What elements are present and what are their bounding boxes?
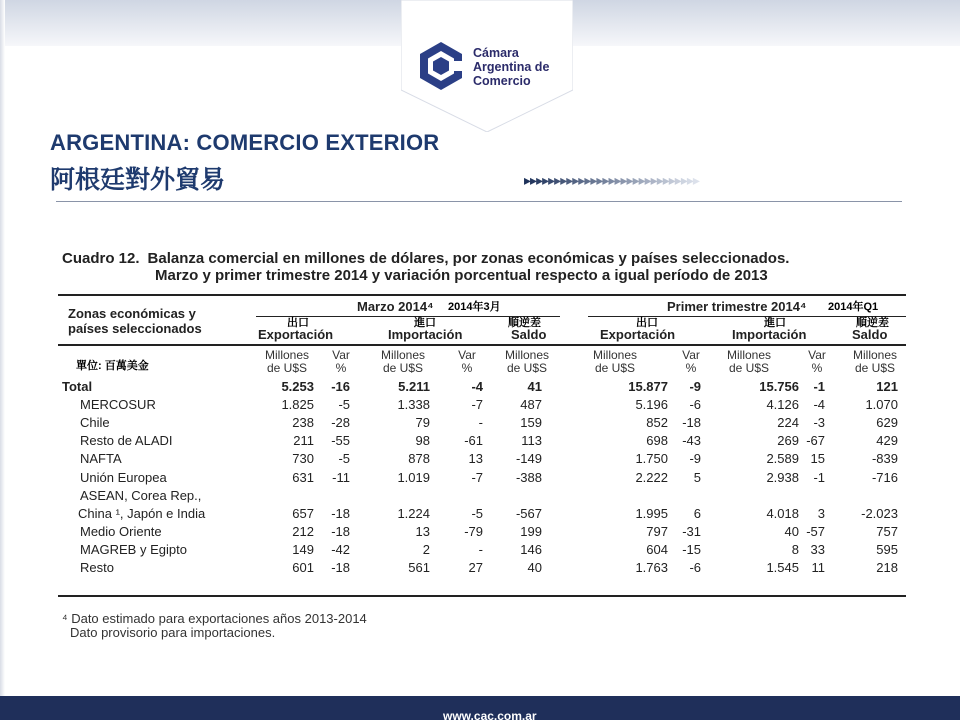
march-saldo-header: Saldo <box>511 327 547 342</box>
arrow-icon: ▸ <box>566 172 573 188</box>
arrow-icon: ▸ <box>650 172 657 188</box>
table-cell: -6 <box>689 560 701 575</box>
table-cell: -18 <box>331 524 350 539</box>
caption-line-2: Marzo y primer trimestre 2014 y variación porcentual respecto a igual período de 2013 <box>155 267 768 284</box>
table-row <box>0 506 960 524</box>
table-cell: -3 <box>813 415 825 430</box>
table-cell: 6 <box>693 506 701 521</box>
arrow-icon: ▸ <box>644 172 651 188</box>
table-cell: 8 <box>791 542 799 557</box>
arrow-icon: ▸ <box>692 172 699 188</box>
table-row <box>0 470 960 488</box>
table-cell: 5 <box>693 470 701 485</box>
march-export-header: Exportación <box>258 327 334 342</box>
table-cell: -31 <box>682 524 701 539</box>
arrow-icon: ▸ <box>662 172 669 188</box>
table-cell: 224 <box>777 415 799 430</box>
arrow-icon: ▸ <box>608 172 615 188</box>
logo <box>401 0 573 132</box>
march-export-zh: 出口 <box>287 317 309 329</box>
table-cell: 5.211 <box>398 379 430 394</box>
sub-var-2-b: % <box>461 361 473 375</box>
march-saldo-zh: 順逆差 <box>508 317 541 329</box>
table-top-rule <box>58 294 906 296</box>
table-cell: -2.023 <box>861 506 898 521</box>
table-cell: 2 <box>422 542 430 557</box>
table-cell: -7 <box>471 470 483 485</box>
arrow-icon: ▸ <box>680 172 687 188</box>
arrow-icon: ▸ <box>686 172 693 188</box>
table-bottom-rule <box>58 595 906 597</box>
sub-mill-6-b: de U$S <box>854 361 896 375</box>
table-cell: -18 <box>682 415 701 430</box>
sub-var-4-b: % <box>811 361 823 375</box>
footnote-1: ⁴ Dato estimado para exportaciones años 2013-2014 <box>62 611 367 626</box>
table-cell: -716 <box>871 470 898 485</box>
table-cell: 159 <box>520 415 542 430</box>
header-bottom-rule <box>58 344 906 346</box>
arrow-icon: ▸ <box>548 172 555 188</box>
arrow-icon: ▸ <box>530 172 537 188</box>
sub-var-4 <box>802 349 832 375</box>
table-cell: -567 <box>515 506 542 521</box>
sub-mill-2-a: Millones <box>380 348 425 362</box>
arrow-icon: ▸ <box>536 172 543 188</box>
sub-mill-5 <box>720 349 778 375</box>
table-cell: 757 <box>876 524 898 539</box>
table-cell: 2.589 <box>766 451 799 466</box>
table-cell: -1 <box>813 470 825 485</box>
table-cell: 13 <box>415 524 430 539</box>
table-cell: 604 <box>646 542 668 557</box>
sub-mill-2 <box>374 349 432 375</box>
row-label: NAFTA <box>80 451 122 466</box>
table-cell: 146 <box>520 542 542 557</box>
table-cell: 2.222 <box>635 470 668 485</box>
table-cell: 218 <box>876 560 898 575</box>
sub-var-1-a: Var <box>332 348 350 362</box>
caption-line-1: Balanza comercial en millones de dólares, por zonas económicas y países seleccionados. <box>147 250 790 267</box>
sub-mill-6-a: Millones <box>852 348 897 362</box>
table-cell: 27 <box>468 560 483 575</box>
table-cell: 5.196 <box>635 397 668 412</box>
table-cell: 4.126 <box>766 397 799 412</box>
table-cell: -5 <box>338 397 350 412</box>
table-cell: -11 <box>332 470 350 485</box>
row-label: Total <box>62 379 93 394</box>
table-cell: 113 <box>521 433 542 448</box>
table-cell: -388 <box>515 470 542 485</box>
table-cell: 631 <box>292 470 314 485</box>
sub-mill-4-a: Millones <box>592 348 637 362</box>
title-divider <box>56 201 902 202</box>
row-label: MAGREB y Egipto <box>80 542 187 557</box>
row-label: MERCOSUR <box>80 397 156 412</box>
table-cell: 33 <box>810 542 825 557</box>
table-cell: 212 <box>292 524 314 539</box>
march-import-header: Importación <box>388 327 463 342</box>
table-cell: -9 <box>689 379 701 394</box>
march-import-zh: 進口 <box>414 317 436 329</box>
sub-var-3-a: Var <box>682 348 700 362</box>
arrow-icon: ▸ <box>524 172 531 188</box>
table-row <box>0 542 960 560</box>
arrow-icon: ▸ <box>632 172 639 188</box>
q1-header: Primer trimestre 2014⁴ <box>667 299 807 314</box>
table-cell: 15 <box>810 451 825 466</box>
table-cell: 429 <box>876 433 898 448</box>
page-title-zh: 阿根廷對外貿易 <box>50 166 226 194</box>
table-cell: 15.877 <box>628 379 668 394</box>
table-cell: -15 <box>682 542 701 557</box>
row-label: Resto de ALADI <box>80 433 173 448</box>
q1-header-zh: 2014年Q1 <box>828 301 879 313</box>
sub-mill-6 <box>846 349 904 375</box>
sub-var-4-a: Var <box>808 348 826 362</box>
table-row <box>0 433 960 451</box>
sub-mill-3 <box>498 349 556 375</box>
q1-import-zh: 進口 <box>764 317 786 329</box>
logo-text <box>473 46 549 88</box>
footnote-2: Dato provisorio para importaciones. <box>70 625 276 640</box>
arrow-icon: ▸ <box>560 172 567 188</box>
sub-mill-3-b: de U$S <box>506 361 548 375</box>
table-row <box>0 524 960 542</box>
sub-var-3-b: % <box>685 361 697 375</box>
sub-var-2 <box>452 349 482 375</box>
q1-export-header: Exportación <box>600 327 676 342</box>
table-cell: 1.750 <box>635 451 668 466</box>
table-cell: 561 <box>408 560 430 575</box>
table-cell: -43 <box>682 433 701 448</box>
table-cell: -6 <box>689 397 701 412</box>
table-row <box>0 415 960 433</box>
table-cell: 3 <box>817 506 825 521</box>
table-cell: 13 <box>468 451 483 466</box>
arrow-icon: ▸ <box>626 172 633 188</box>
table-cell: -7 <box>471 397 483 412</box>
table-row <box>0 379 960 397</box>
table-cell: -5 <box>471 506 483 521</box>
arrow-icon: ▸ <box>578 172 585 188</box>
table-cell: -5 <box>338 451 350 466</box>
sub-mill-4 <box>586 349 644 375</box>
arrow-strip-text <box>524 172 699 189</box>
q1-saldo-zh: 順逆差 <box>856 317 889 329</box>
table-cell: - <box>478 415 483 430</box>
table-cell: -18 <box>331 560 350 575</box>
table-cell: 698 <box>646 433 668 448</box>
table-cell: 2.938 <box>766 470 799 485</box>
table-cell: 1.763 <box>635 560 668 575</box>
sub-mill-3-a: Millones <box>504 348 549 362</box>
table-cell: 4.018 <box>766 506 799 521</box>
sub-mill-2-b: de U$S <box>382 361 424 375</box>
row-label: Resto <box>80 560 114 575</box>
table-cell: 40 <box>784 524 799 539</box>
table-cell: 797 <box>646 524 668 539</box>
page-title: ARGENTINA: COMERCIO EXTERIOR <box>50 130 440 155</box>
arrow-icon: ▸ <box>614 172 621 188</box>
table-cell: 269 <box>777 433 799 448</box>
table-cell: 238 <box>292 415 314 430</box>
table-cell: 657 <box>292 506 314 521</box>
sub-mill-5-a: Millones <box>726 348 771 362</box>
zones-header-line-1: Zonas económicas y <box>68 306 196 321</box>
table-cell: -67 <box>806 433 825 448</box>
table-cell: -9 <box>689 451 701 466</box>
table-cell: 1.019 <box>397 470 430 485</box>
arrow-icon: ▸ <box>596 172 603 188</box>
logo-line-3: Comercio <box>473 74 531 88</box>
table-cell: -16 <box>331 379 350 394</box>
arrow-icon: ▸ <box>668 172 675 188</box>
table-cell: -149 <box>515 451 542 466</box>
table-cell: 98 <box>415 433 430 448</box>
table-cell: - <box>478 542 483 557</box>
table-row <box>0 397 960 415</box>
arrow-strip-icon <box>524 172 699 189</box>
table-cell: -1 <box>813 379 825 394</box>
table-cell: -55 <box>331 433 350 448</box>
arrow-icon: ▸ <box>542 172 549 188</box>
arrow-icon: ▸ <box>602 172 609 188</box>
sub-mill-4-b: de U$S <box>594 361 636 375</box>
left-shade <box>0 0 5 720</box>
table-cell: -79 <box>464 524 483 539</box>
table-row <box>0 488 960 506</box>
arrow-icon: ▸ <box>554 172 561 188</box>
table-cell: -839 <box>871 451 898 466</box>
table-cell: 1.224 <box>397 506 430 521</box>
table-cell: 487 <box>520 397 542 412</box>
caption-number: Cuadro 12. <box>62 250 140 267</box>
table-cell: 199 <box>520 524 542 539</box>
sub-var-1-b: % <box>335 361 347 375</box>
arrow-icon: ▸ <box>674 172 681 188</box>
table-cell: -42 <box>331 542 350 557</box>
table-cell: 11 <box>811 560 825 575</box>
march-header-zh: 2014年3月 <box>448 301 501 313</box>
unit-label-zh: 單位: 百萬美金 <box>76 360 149 372</box>
zones-header <box>68 306 202 336</box>
table-cell: 1.545 <box>766 560 799 575</box>
table-caption <box>62 250 789 267</box>
table-cell: 1.995 <box>635 506 668 521</box>
sub-mill-1-b: de U$S <box>266 361 308 375</box>
row-label: ASEAN, Corea Rep., <box>80 488 202 503</box>
row-label: Medio Oriente <box>80 524 162 539</box>
arrow-icon: ▸ <box>656 172 663 188</box>
sub-var-3 <box>676 349 706 375</box>
table-cell: 1.338 <box>397 397 430 412</box>
table-cell: 15.756 <box>759 379 799 394</box>
table-cell: -57 <box>806 524 825 539</box>
table-cell: 852 <box>646 415 668 430</box>
table-cell: -28 <box>331 415 350 430</box>
table-cell: 211 <box>293 433 314 448</box>
table-cell: 878 <box>408 451 430 466</box>
table-cell: -18 <box>331 506 350 521</box>
zones-header-line-2: países seleccionados <box>68 321 202 336</box>
table-cell: -61 <box>464 433 483 448</box>
table-cell: 629 <box>876 415 898 430</box>
table-row <box>0 560 960 578</box>
arrow-icon: ▸ <box>620 172 627 188</box>
table-cell: 1.070 <box>865 397 898 412</box>
row-label: Unión Europea <box>80 470 167 485</box>
arrow-icon: ▸ <box>572 172 579 188</box>
logo-line-1: Cámara <box>473 46 519 60</box>
table-cell: 595 <box>876 542 898 557</box>
table-cell: 79 <box>415 415 430 430</box>
table-cell: 40 <box>527 560 542 575</box>
q1-export-zh: 出口 <box>636 317 658 329</box>
table-cell: 121 <box>876 379 898 394</box>
table-cell: -4 <box>813 397 825 412</box>
footer-url[interactable]: www.cac.com.ar <box>443 709 537 723</box>
row-label: China ¹, Japón e India <box>78 506 206 521</box>
table-cell: 1.825 <box>281 397 314 412</box>
logo-line-2: Argentina de <box>473 60 550 74</box>
sub-mill-1 <box>258 349 316 375</box>
sub-mill-1-a: Millones <box>264 348 309 362</box>
arrow-icon: ▸ <box>584 172 591 188</box>
table-row <box>0 451 960 469</box>
table-cell: 730 <box>292 451 314 466</box>
sub-mill-5-b: de U$S <box>728 361 770 375</box>
q1-import-header: Importación <box>732 327 807 342</box>
sub-var-2-a: Var <box>458 348 476 362</box>
table-cell: 149 <box>292 542 314 557</box>
table-cell: 601 <box>292 560 314 575</box>
arrow-icon: ▸ <box>590 172 597 188</box>
row-label: Chile <box>80 415 110 430</box>
table-cell: 5.253 <box>281 379 314 394</box>
sub-var-1 <box>326 349 356 375</box>
arrow-icon: ▸ <box>638 172 645 188</box>
march-header: Marzo 2014⁴ <box>357 299 434 314</box>
q1-saldo-header: Saldo <box>852 327 888 342</box>
table-cell: -4 <box>471 379 483 394</box>
table-cell: 41 <box>527 379 542 394</box>
